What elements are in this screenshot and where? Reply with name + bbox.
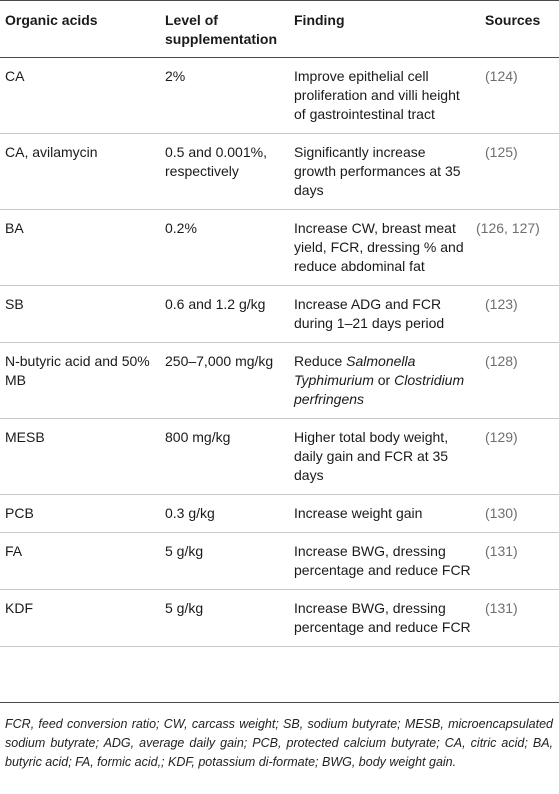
cell-acid: CA, avilamycin xyxy=(0,134,165,210)
table-row xyxy=(0,210,559,286)
cell-finding: Increase ADG and FCR during 1–21 days period xyxy=(294,286,471,343)
cell-acid: PCB xyxy=(0,495,165,533)
cell-acid: SB xyxy=(0,286,165,343)
cell-level: 0.6 and 1.2 g/kg xyxy=(165,286,294,343)
cell-sources[interactable]: (129) xyxy=(471,419,559,495)
cell-finding: Improve epithelial cell proliferation and villi height of gastrointestinal tract xyxy=(294,58,471,134)
header-level-of-supplementation: Level of supplementation xyxy=(165,1,294,58)
cell-level: 0.5 and 0.001%, respectively xyxy=(165,134,294,210)
cell-finding: Significantly increase growth performances at 35 days xyxy=(294,134,471,210)
header-sources: Sources xyxy=(471,1,559,58)
cell-sources[interactable]: (125) xyxy=(471,134,559,210)
table-row xyxy=(0,533,559,590)
table-row xyxy=(0,134,559,210)
cell-level: 800 mg/kg xyxy=(165,419,294,495)
organism-name: Clostridium perfringens xyxy=(294,372,465,407)
finding-text: or xyxy=(373,372,395,388)
cell-finding: Increase CW, breast meat yield, FCR, dressing % and reduce abdominal fat xyxy=(294,210,471,286)
cell-level: 250–7,000 mg/kg xyxy=(165,343,294,419)
cell-level: 5 g/kg xyxy=(165,590,294,647)
cell-sources[interactable]: (131) xyxy=(471,533,559,590)
header-organic-acids: Organic acids xyxy=(0,1,165,58)
table-row xyxy=(0,58,559,134)
cell-level: 5 g/kg xyxy=(165,533,294,590)
cell-acid: KDF xyxy=(0,590,165,647)
cell-finding: Higher total body weight, daily gain and FCR at 35 days xyxy=(294,419,471,495)
table-row xyxy=(0,590,559,647)
table-row xyxy=(0,419,559,495)
cell-finding: Increase weight gain xyxy=(294,495,471,533)
cell-sources[interactable]: (126, 127) xyxy=(471,210,559,286)
cell-finding: Increase BWG, dressing percentage and reduce FCR xyxy=(294,590,471,647)
table-bottom-rule xyxy=(0,702,559,703)
table-row xyxy=(0,495,559,533)
cell-level: 0.3 g/kg xyxy=(165,495,294,533)
table-footnote: FCR, feed conversion ratio; CW, carcass weight; SB, sodium butyrate; MESB, microencapsulated sodium butyrate; ADG, average daily gain; PCB, protected calcium butyrate; CA, citric acid; BA, butyric acid; FA, formic acid,; KDF, potassium di-formate; BWG, body weight gain. xyxy=(5,717,553,769)
cell-acid: MESB xyxy=(0,419,165,495)
cell-level: 2% xyxy=(165,58,294,134)
cell-acid: N-butyric acid and 50% MB xyxy=(0,343,165,419)
header-finding: Finding xyxy=(294,1,471,58)
table-row xyxy=(0,286,559,343)
finding-text: Reduce xyxy=(294,353,347,369)
cell-sources[interactable]: (124) xyxy=(471,58,559,134)
organism-name: Salmonella Typhimurium xyxy=(294,353,416,388)
table-header-row xyxy=(0,1,559,58)
cell-sources[interactable]: (123) xyxy=(471,286,559,343)
cell-finding: Increase BWG, dressing percentage and reduce FCR xyxy=(294,533,471,590)
table-row xyxy=(0,343,559,419)
cell-acid: FA xyxy=(0,533,165,590)
cell-sources[interactable]: (131) xyxy=(471,590,559,647)
cell-finding xyxy=(294,343,471,419)
cell-sources[interactable]: (130) xyxy=(471,495,559,533)
cell-acid: CA xyxy=(0,58,165,134)
cell-acid: BA xyxy=(0,210,165,286)
cell-level: 0.2% xyxy=(165,210,294,286)
cell-sources[interactable]: (128) xyxy=(471,343,559,419)
